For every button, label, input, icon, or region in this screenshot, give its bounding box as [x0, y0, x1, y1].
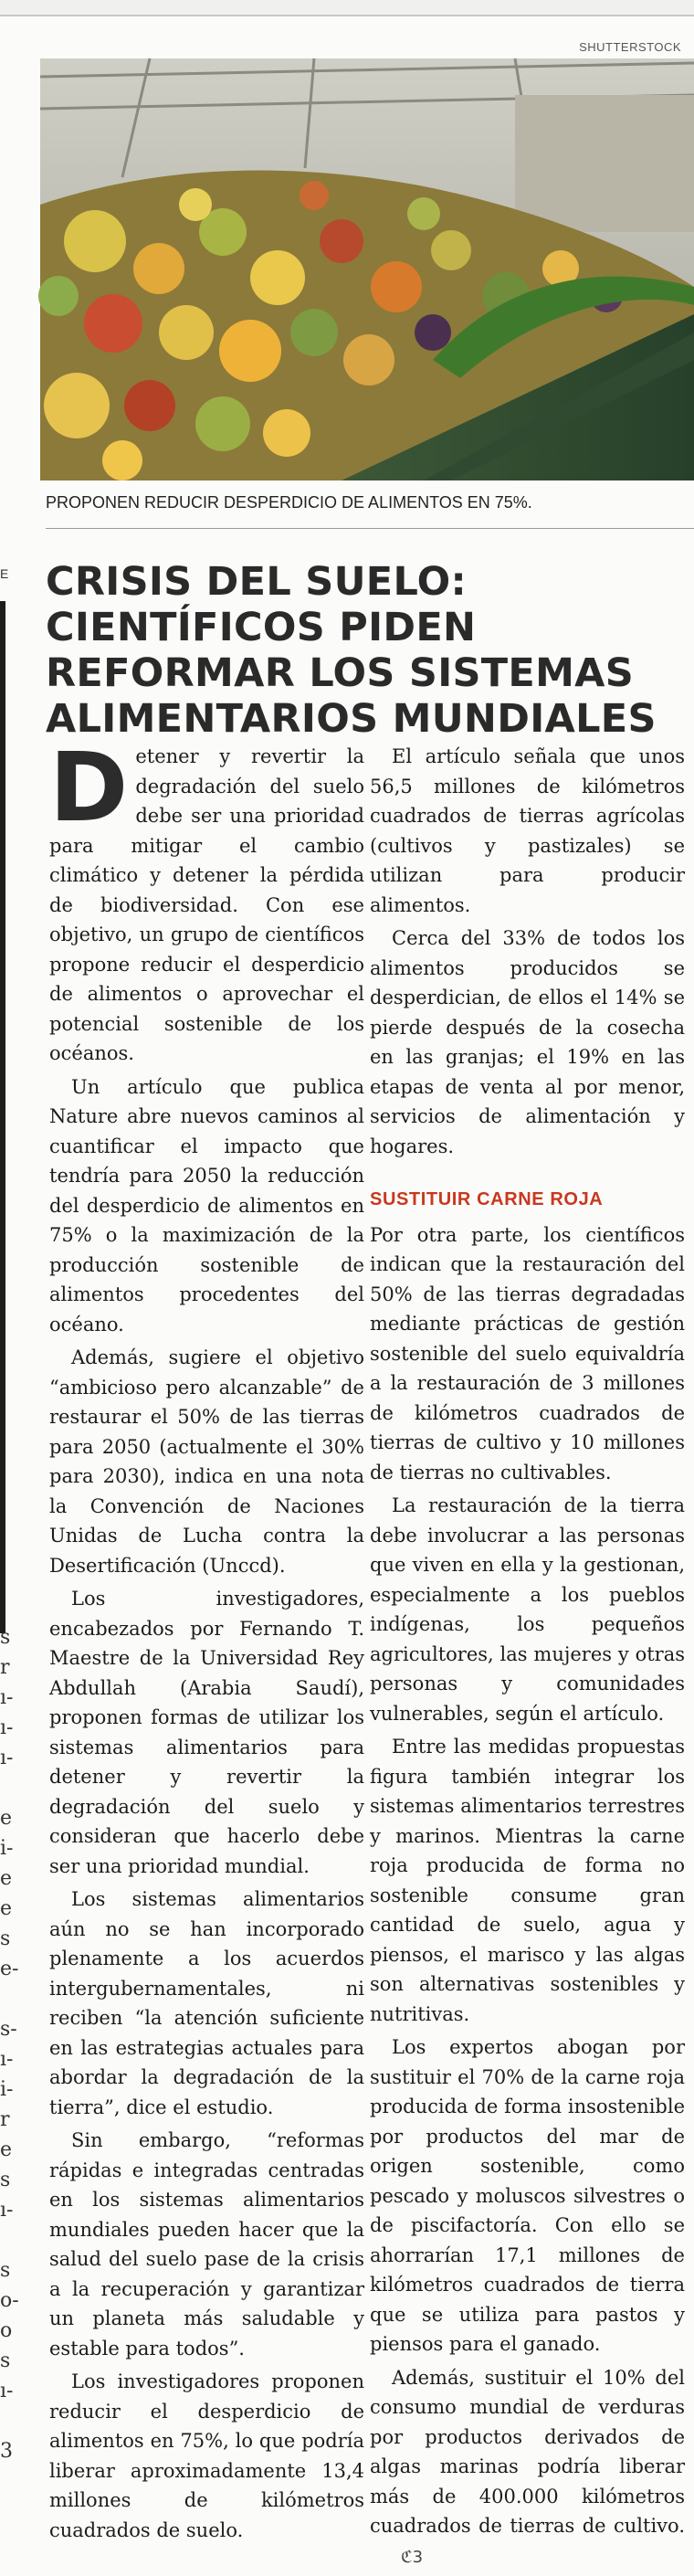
article-headline: CRISIS DEL SUELO: CIENTÍFICOS PIDEN REFORMAR LOS SISTEMAS ALIMENTARIOS MUNDIALES	[46, 559, 657, 742]
article-paragraph: Los investigadores proponen reducir el desperdicio de alimentos en 75%, lo que podría liberar aproximadamente 13,4 millones de kilómetros cuadrados de suelo.	[49, 2370, 364, 2541]
fragment-text: e	[0, 1867, 13, 1890]
article-paragraph: Además, sugiere el objetivo “ambicioso pero alcanzable” de restaurar el 50% de las tierras para 2050 (actualmente el 30% para 2030), indica en una nota la Convención de Naciones Unidas de Lucha contra la Desertificación (Unccd).	[49, 1346, 364, 1577]
section-subheading: SUSTITUIR CARNE ROJA	[370, 1189, 604, 1209]
fragment-text: ı-	[0, 2048, 14, 2071]
adjacent-column-label: E	[0, 566, 9, 581]
fragment-text: ı-	[0, 1716, 14, 1739]
article-paragraph: Los investigadores, encabezados por Fernando T. Maestre de la Universidad Rey Abdullah (Arabia Saudí), proponen formas de utilizar los sistemas alimentarios para detener y revertir la degradación del suelo y consideran que hacerlo debe ser una prioridad mundial.	[49, 1588, 364, 1877]
fragment-text: s	[0, 2349, 11, 2372]
caption-divider	[46, 528, 694, 529]
fragment-text: ı-	[0, 1747, 14, 1769]
photo-credit: SHUTTERSTOCK	[579, 40, 681, 54]
article-paragraph: Los expertos abogan por sustituir el 70% de la carne roja producida de forma insostenible por productos del mar de origen sostenible, como pescado y moluscos silvestres o de piscifactoría. Con ello se ahorrarían 17,1 millones de kilómetros cuadrados de tierra que se utiliza para pastos y piensos para el ganado.	[370, 2036, 685, 2355]
fragment-text: e	[0, 2138, 13, 2161]
article-paragraph: El artículo señala que unos 56,5 millones de kilómetros cuadrados de tierras agrícolas (cultivos y pastizales) se utilizan para producir alimentos.	[370, 745, 685, 916]
end-of-article-icon: ℭ3	[401, 2547, 424, 2567]
fragment-text: s	[0, 2169, 11, 2191]
article-paragraph: Cerca del 33% de todos los alimentos producidos se desperdician, de ellos el 14% se pierde después de la cosecha en las granjas; el 19% en las etapas de venta al por menor, servicios de alimentación y hogares.	[370, 927, 685, 1157]
article-paragraph: Detener y revertir la degradación del suelo debe ser una prioridad para mitigar el cambio climático y detener la pérdida de biodiversidad. Con ese objetivo, un grupo de científicos propone reducir el desperdicio de alimentos o aprovechar el potencial sostenible de los océanos.	[49, 732, 364, 1064]
top-edge-bar	[0, 0, 694, 16]
adjacent-column-bar	[0, 601, 5, 1633]
fragment-text: o	[0, 2319, 13, 2342]
article-column-2	[370, 742, 685, 2576]
article-paragraph: Los sistemas alimentarios aún no se han incorporado plenamente a los acuerdos intergubernamentales, ni reciben “la atención suficiente en las estrategias actuales para abordar la degradación de la tierra”, dice el estudio.	[49, 1888, 364, 2118]
article-paragraph: Un artículo que publica Nature abre nuevos caminos al cuantificar el impacto que tendría para 2050 la reducción del desperdicio de alimentos en 75% o la maximización de la producción sostenible de alimentos procedentes del océano.	[49, 1075, 364, 1336]
fragment-text: i-	[0, 2078, 14, 2101]
fragment-text: e-	[0, 1958, 19, 1980]
fragment-text: ı-	[0, 1686, 14, 1709]
fragment-text: 3	[0, 2440, 13, 2463]
article-paragraph: Por otra parte, los científicos indican que la restauración del 50% de las tierras degradadas mediante prácticas de gestión sostenible del suelo equivaldría a la restauración de 3 millones de kilómetros cuadrados de tierras de cultivo y 10 millones de tierras no cultivables.	[370, 1223, 685, 1483]
fragment-text: ı-	[0, 2199, 14, 2222]
fragment-text: e	[0, 1897, 13, 1920]
fragment-text: s-	[0, 2018, 17, 2041]
fragment-text: r	[0, 2108, 10, 2131]
vegetable-waste-container-photo	[40, 58, 694, 480]
fragment-text: s	[0, 1626, 11, 1649]
fragment-text: e	[0, 1807, 13, 1830]
fragment-text: o-	[0, 2289, 19, 2312]
article-paragraph: La restauración de la tierra debe involucrar a las personas que viven en ella y la gestionan, especialmente a los pueblos indígenas, los pequeños agricultores, las mujeres y otras personas y comunidades vulnerables, según el artículo.	[370, 1494, 685, 1725]
article-paragraph: Entre las medidas propuestas figura también integrar los sistemas alimentarios terrestres y marinos. Mientras la carne roja producida de forma no sostenible consume gran cantidad de suelo, agua y piensos, el marisco y las algas son alternativas sostenibles y nutritivas.	[370, 1736, 685, 2025]
fragment-text: ı-	[0, 2380, 14, 2402]
adjacent-column-fragment	[0, 566, 19, 2512]
drop-cap: D	[49, 732, 129, 843]
article-paragraph: Sin embargo, “reformas rápidas e integradas centradas en los sistemas alimentarios mundiales pueden hacer que la salud del suelo pase de la crisis a la recuperación y garantizar un planeta más saludable y estable para todos”.	[49, 2129, 364, 2360]
fragment-text: i-	[0, 1837, 14, 1860]
article-paragraph: Además, sustituir el 10% del consumo mundial de verduras por productos derivados de algas marinas podría liberar más de 400.000 kilómetros cuadrados de tierras de cultivo.ℭ3	[370, 2363, 685, 2573]
photo-caption: PROPONEN REDUCIR DESPERDICIO DE ALIMENTOS EN 75%.	[46, 493, 532, 512]
article-column-1	[49, 732, 364, 2549]
fragment-text: s	[0, 2259, 11, 2282]
fragment-text: s	[0, 1927, 11, 1950]
fragment-text: r	[0, 1656, 10, 1679]
